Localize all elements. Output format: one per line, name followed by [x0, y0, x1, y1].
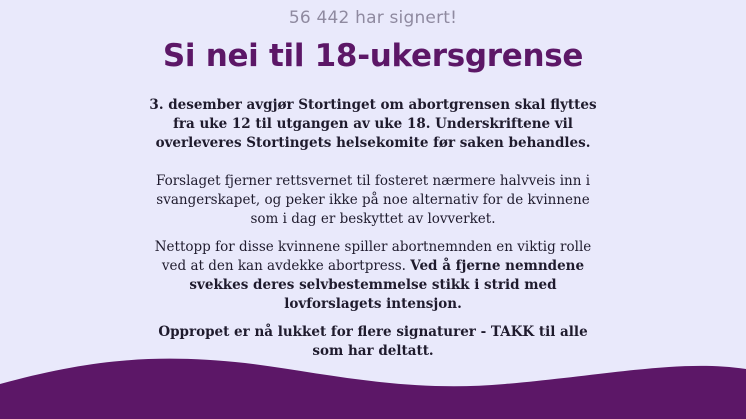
lead-paragraph: 3. desember avgjør Stortinget om abortgrensen skal flyttes fra uke 12 til utgangen av uke 18. Underskriftene vil overleveres Stortingets helsekomite før saken behandles. [149, 97, 597, 151]
body-paragraph-2: Forslaget fjerner rettsvernet til fosteret nærmere halvveis inn i svangerskapet, og peker ikke på noe alternativ for de kvinnene som i dag er beskyttet av lovverket. [155, 173, 591, 227]
petition-content [148, 96, 598, 361]
body-paragraph-3 [148, 238, 598, 314]
closing-paragraph: Oppropet er nå lukket for flere signaturer - TAKK til alle som har deltatt. [158, 324, 588, 359]
paragraph-3-emphasis: Ved å fjerne nemndene svekkes deres selvbestemmelse stikk i strid med lovforslagets intensjon. [189, 258, 585, 312]
footer-wave [0, 349, 746, 419]
signature-count: 56 442 har signert! [288, 8, 458, 28]
paragraph-3-text: Nettopp for disse kvinnene spiller abortnemnden en viktig rolle ved at den kan avdekke abortpress. [154, 239, 592, 274]
wave-shape [0, 359, 746, 419]
page-title: Si nei til 18-ukersgrense [162, 38, 584, 74]
